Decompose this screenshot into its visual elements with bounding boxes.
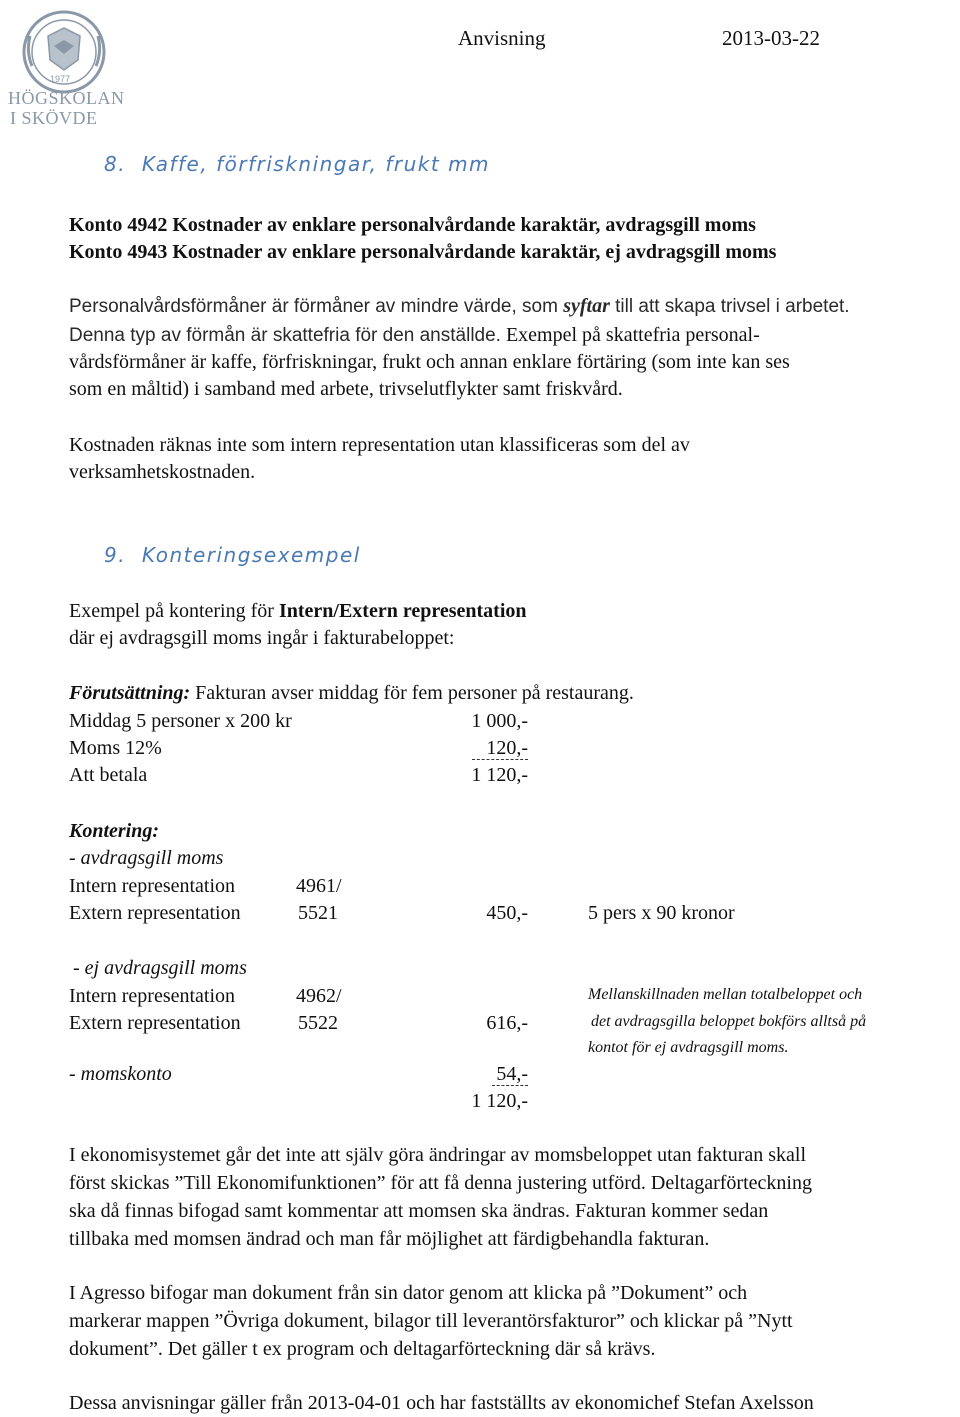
konto-4943: Konto 4943 Kostnader av enklare personalvårdande karaktär, ej avdragsgill moms bbox=[69, 241, 777, 263]
ded-row-intern-account: 4961/ bbox=[296, 875, 342, 897]
para-4-line-1: I Agresso bifogar man dokument från sin dator genom att klicka på ”Dokument” och bbox=[69, 1282, 748, 1304]
logo-name-line1: HÖGSKOLAN bbox=[8, 88, 125, 108]
side-note-line-1: Mellanskillnaden mellan totalbeloppet och bbox=[588, 986, 863, 1003]
prerequisite-label: Förutsättning: bbox=[69, 682, 191, 704]
kontering-total: 1 120,- bbox=[471, 1090, 528, 1112]
para-2-line-1: Kostnaden räknas inte som intern representation utan klassificeras som del av bbox=[69, 434, 690, 456]
calc-label-meal: Middag 5 personer x 200 kr bbox=[69, 710, 292, 732]
section-8-title: Kaffe, förfriskningar, frukt mm bbox=[141, 152, 491, 176]
ded-row-intern-label: Intern representation bbox=[69, 875, 236, 897]
prerequisite-line bbox=[69, 680, 634, 707]
nonded-row-extern-account: 5522 bbox=[298, 1012, 338, 1034]
para-1-line-3: vårdsförmåner är kaffe, förfriskningar, frukt och annan enklare förtäring (som inte kan ses bbox=[69, 351, 790, 373]
emphasis-representation: Intern/Extern representation bbox=[278, 600, 527, 622]
side-note-line-2: det avdragsgilla beloppet bokförs alltså på bbox=[591, 1013, 867, 1030]
ded-row-extern-amount: 450,- bbox=[486, 902, 528, 924]
document-type: Anvisning bbox=[458, 26, 546, 50]
amount-underlined: 54,- bbox=[492, 1063, 528, 1086]
para-4-line-3: dokument”. Det gäller t ex program och deltagarförteckning där så krävs. bbox=[69, 1338, 656, 1360]
prerequisite-text: Fakturan avser middag för fem personer på restaurang. bbox=[190, 682, 634, 704]
para-1-line-2 bbox=[69, 322, 760, 349]
para-3-line-3: ska då finnas bifogad samt kommentar att momsen ska ändras. Fakturan kommer sedan bbox=[69, 1200, 769, 1222]
nonded-row-intern-label: Intern representation bbox=[69, 985, 236, 1007]
calc-amount-vat bbox=[420, 735, 528, 762]
text-span: Exempel på kontering för bbox=[69, 600, 279, 622]
momskonto-amount bbox=[420, 1061, 528, 1088]
footer-note: Dessa anvisningar gäller från 2013-04-01 och har fastställts av ekonomichef Stefan Axelsson bbox=[69, 1392, 814, 1414]
amount-underlined: 120,- bbox=[472, 737, 528, 760]
logo-name-line2: I SKÖVDE bbox=[10, 108, 98, 128]
nondeductible-vat-label: - ej avdragsgill moms bbox=[73, 957, 247, 979]
para-1-line-4: som en måltid) i samband med arbete, trivselutflykter samt friskvård. bbox=[69, 378, 623, 400]
para-1-line-1 bbox=[69, 295, 850, 318]
para-3-line-4: tillbaka med momsen ändrad och man får möjlighet att färdigbehandla fakturan. bbox=[69, 1228, 710, 1250]
ded-row-extern-account: 5521 bbox=[298, 902, 338, 924]
emphasis-syftar: syftar bbox=[563, 295, 610, 317]
side-note-line-3: kontot för ej avdragsgill moms. bbox=[588, 1039, 789, 1056]
ded-row-extern-note: 5 pers x 90 kronor bbox=[588, 902, 735, 924]
konto-4942: Konto 4942 Kostnader av enklare personalvårdande karaktär, avdragsgill moms bbox=[69, 214, 756, 236]
ded-row-extern-label: Extern representation bbox=[69, 902, 241, 924]
momskonto-label: - momskonto bbox=[69, 1063, 172, 1085]
text-span: Denna typ av förmån är skattefria för den anställde. bbox=[69, 325, 501, 346]
text-span: till att skapa trivsel i arbetet. bbox=[609, 296, 850, 317]
example-line-1 bbox=[69, 598, 527, 625]
section-9-number: 9. bbox=[104, 543, 127, 567]
nonded-row-intern-account: 4962/ bbox=[296, 985, 342, 1007]
example-line-2: där ej avdragsgill moms ingår i fakturabeloppet: bbox=[69, 627, 455, 649]
section-9-heading bbox=[104, 543, 361, 567]
para-3-line-1: I ekonomisystemet går det inte att själv göra ändringar av momsbeloppet utan fakturan skall bbox=[69, 1144, 807, 1166]
calc-amount-meal: 1 000,- bbox=[471, 710, 528, 732]
para-4-line-2: markerar mappen ”Övriga dokument, bilagor till leverantörsfakturor” och klickar på ”Nytt bbox=[69, 1310, 793, 1332]
section-8-number: 8. bbox=[104, 152, 127, 176]
logo-year: 1977 bbox=[50, 74, 71, 84]
section-9-title: Konteringsexempel bbox=[141, 543, 361, 567]
text-span: Personalvårdsförmåner är förmåner av mindre värde, som bbox=[69, 296, 564, 317]
para-3-line-2: först skickas ”Till Ekonomifunktionen” för att få denna justering utförd. Deltagarförteckning bbox=[69, 1172, 812, 1194]
calc-amount-total: 1 120,- bbox=[471, 764, 528, 786]
calc-label-vat: Moms 12% bbox=[69, 737, 162, 759]
text-span: Exempel på skattefria personal- bbox=[500, 324, 760, 346]
kontering-label: Kontering: bbox=[69, 820, 160, 842]
deductible-vat-label: - avdragsgill moms bbox=[69, 847, 224, 869]
para-2-line-2: verksamhetskostnaden. bbox=[69, 461, 256, 483]
nonded-row-extern-amount: 616,- bbox=[486, 1012, 528, 1034]
section-8-heading bbox=[104, 152, 490, 176]
document-date: 2013-03-22 bbox=[722, 26, 820, 50]
calc-label-total: Att betala bbox=[69, 764, 148, 786]
nonded-row-extern-label: Extern representation bbox=[69, 1012, 241, 1034]
